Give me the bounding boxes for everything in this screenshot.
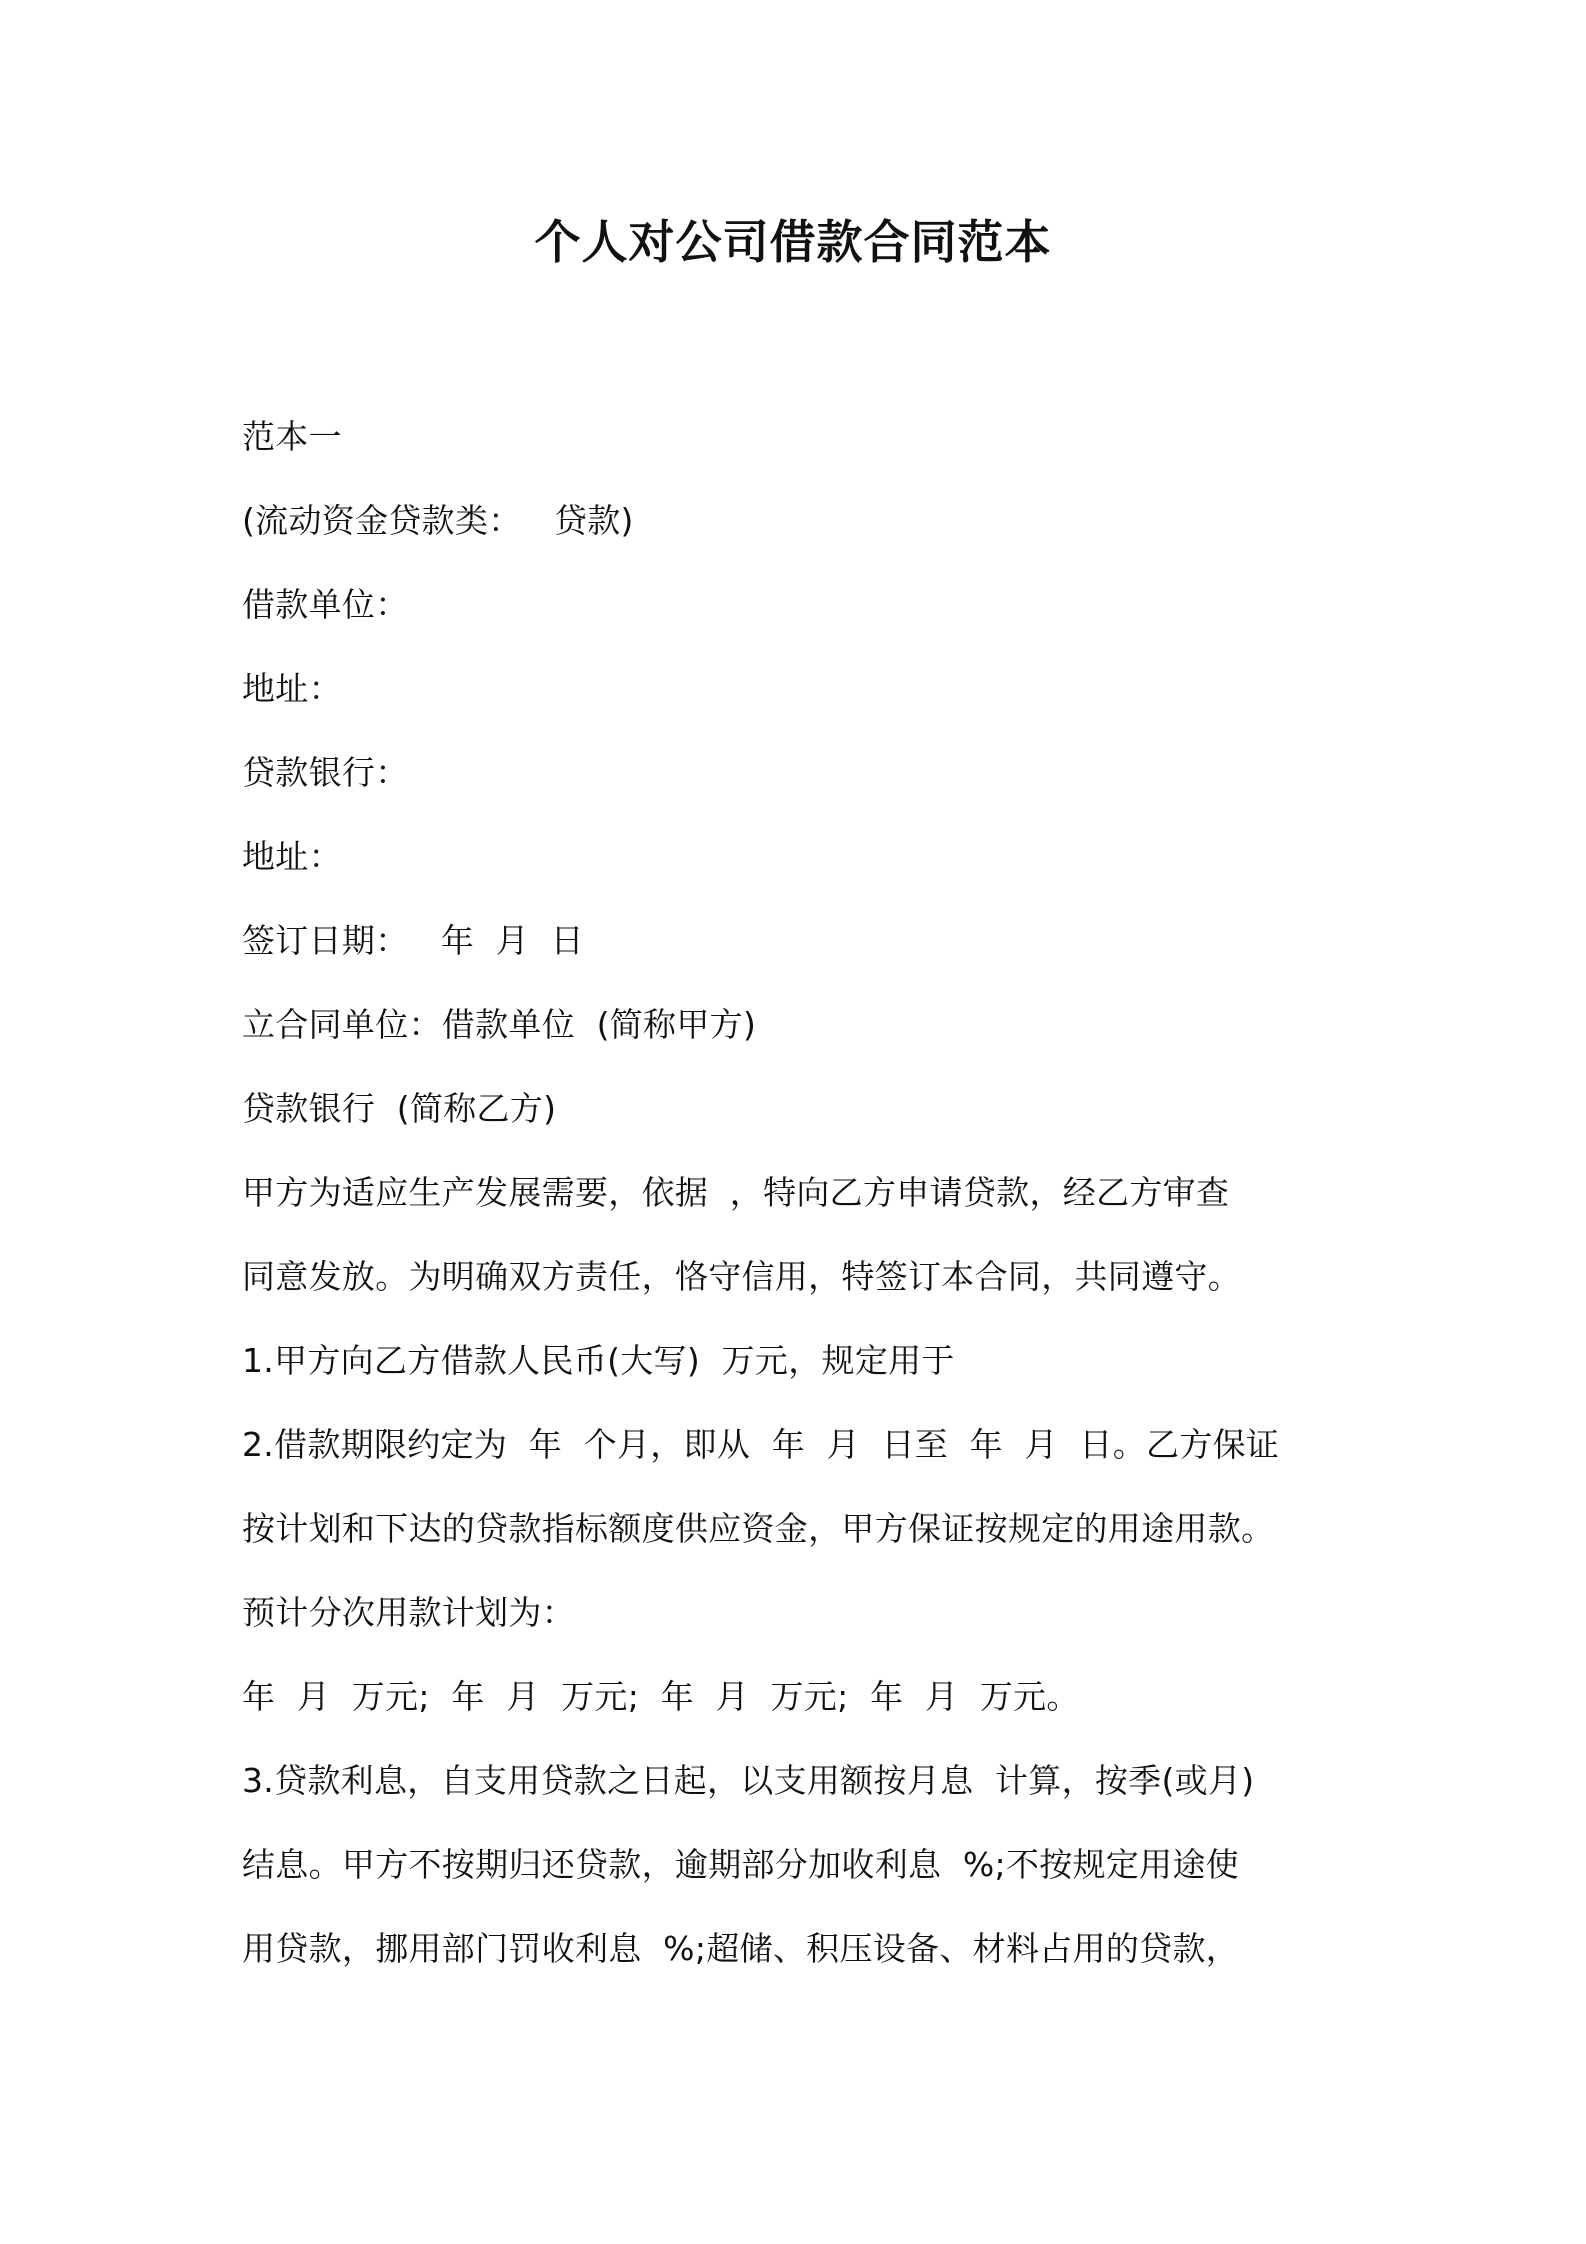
party-a-line: 立合同单位：借款单位 (简称甲方) <box>242 1005 757 1044</box>
clause-2-line: 预计分次用款计划为： <box>242 1593 575 1632</box>
clause-3-line: 结息。甲方不按期归还贷款，逾期部分加收利息 %;不按规定用途使 <box>242 1845 1240 1884</box>
clause-3-line: 用贷款，挪用部门罚收利息 %;超储、积压设备、材料占用的贷款， <box>242 1929 1240 1968</box>
clause-3-line: 3.贷款利息，自支用贷款之日起，以支用额按月息 计算，按季(或月) <box>242 1761 1255 1800</box>
borrower-address-line: 地址： <box>242 669 342 708</box>
clause-1-line: 1.甲方向乙方借款人民币(大写) 万元，规定用于 <box>242 1341 955 1380</box>
document-title: 个人对公司借款合同范本 <box>534 215 1052 269</box>
lender-address-line: 地址： <box>242 837 342 876</box>
section-heading: 范本一 <box>242 417 342 456</box>
signing-date-line: 签订日期： 年 月 日 <box>242 921 584 960</box>
clause-2-line: 2.借款期限约定为 年 个月，即从 年 月 日至 年 月 日。乙方保证 <box>242 1425 1280 1464</box>
party-b-line: 贷款银行 (简称乙方) <box>242 1089 557 1128</box>
loan-type-line: (流动资金贷款类： 贷款) <box>242 501 634 540</box>
lender-bank-line: 贷款银行： <box>242 753 409 792</box>
borrower-line: 借款单位： <box>242 585 409 624</box>
clause-2-line: 按计划和下达的贷款指标额度供应资金，甲方保证按规定的用途用款。 <box>242 1509 1275 1548</box>
body-paragraph-line: 甲方为适应生产发展需要，依据 ，特向乙方申请贷款，经乙方审查 <box>242 1173 1230 1212</box>
clause-2-line: 年 月 万元; 年 月 万元; 年 月 万元; 年 月 万元。 <box>242 1677 1080 1716</box>
body-paragraph-line: 同意发放。为明确双方责任，恪守信用，特签订本合同，共同遵守。 <box>242 1257 1241 1296</box>
